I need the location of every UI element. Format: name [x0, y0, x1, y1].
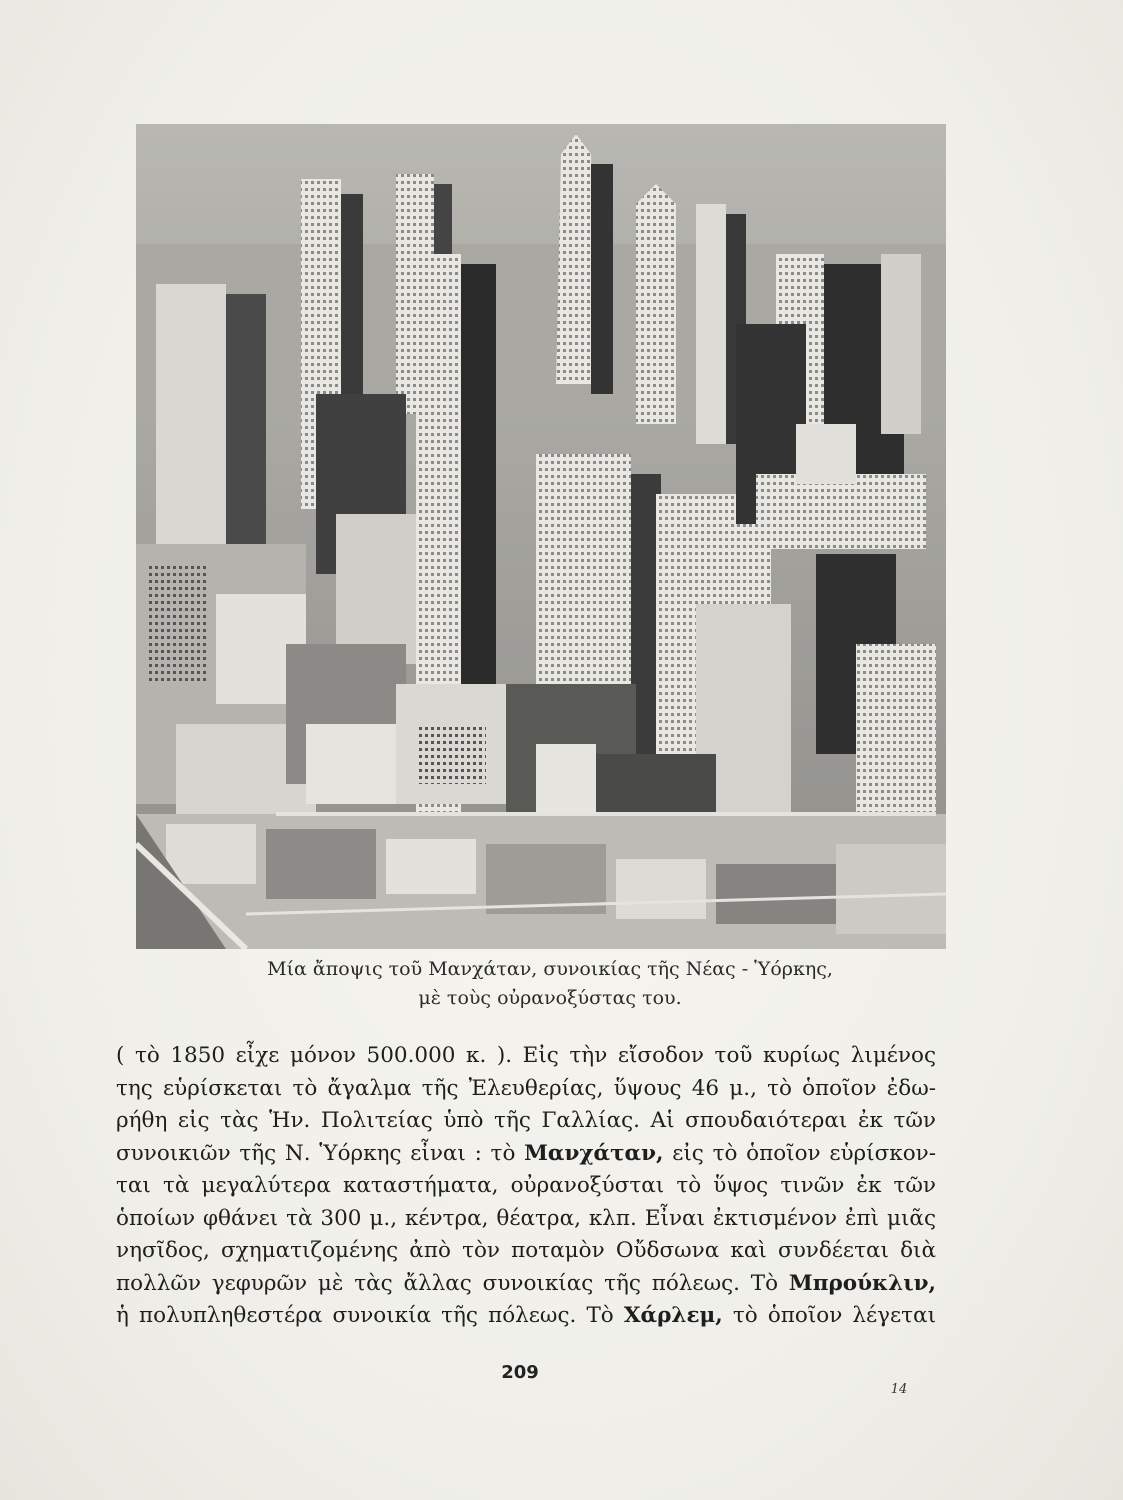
skyline-photo-icon: [136, 124, 946, 949]
bold-term-brooklyn: Μπρούκλιν,: [788, 1270, 936, 1296]
photo-caption: [130, 955, 970, 1013]
page-number: 209: [501, 1362, 539, 1383]
body-line: ρήθη εἰς τὰς Ἡν. Πολιτείας ὑπὸ τῆς Γαλλίας. Αἱ σπουδαιότεραι ἐκ τῶν: [116, 1108, 936, 1133]
body-line: ἡ πολυπληθεστέρα συνοικία τῆς πόλεως. Τὸ Χάρλεμ, τὸ ὁποῖον λέγεται: [116, 1303, 937, 1328]
manhattan-skyline-photo: [136, 124, 946, 949]
signature-mark: 14: [890, 1382, 908, 1397]
caption-line-2: μὲ τοὺς οὐρανοξύστας του.: [418, 987, 682, 1009]
bold-term-harlem: Χάρλεμ,: [623, 1303, 723, 1328]
body-line: της εὑρίσκεται τὸ ἄγαλμα τῆς Ἐλευθερίας, ὕψους 46 μ., τὸ ὁποῖον ἐδω-: [116, 1075, 936, 1101]
body-line: ται τὰ μεγαλύτερα καταστήματα, οὐρανοξύσται τὸ ὕψος τινῶν ἐκ τῶν: [116, 1173, 936, 1198]
body-line: ὁποίων φθάνει τὰ 300 μ., κέντρα, θέατρα, κλπ. Εἶναι ἐκτισμένον ἐπὶ μιᾶς: [116, 1205, 936, 1231]
bold-term-manhattan: Μανχάταν,: [524, 1140, 664, 1166]
body-line: νησῖδος, σχηματιζομένης ἀπὸ τὸν ποταμὸν Οὔδσωνα καὶ συνδέεται διὰ: [116, 1238, 936, 1263]
caption-line-1: Μία ἄποψις τοῦ Μανχάταν, συνοικίας τῆς Νέας - Ὑόρκης,: [267, 958, 833, 980]
body-line: ( τὸ 1850 εἶχε μόνον 500.000 κ. ). Εἰς τὴν εἴσοδον τοῦ κυρίως λιμένος: [116, 1043, 936, 1068]
body-line: πολλῶν γεφυρῶν μὲ τὰς ἄλλας συνοικίας τῆς πόλεως. Τὸ Μπρούκλιν,: [116, 1270, 936, 1296]
body-line: συνοικιῶν τῆς Ν. Ὑόρκης εἶναι : τὸ Μανχάταν, εἰς τὸ ὁποῖον εὑρίσκον-: [116, 1140, 936, 1166]
body-paragraph: [116, 1040, 936, 1333]
